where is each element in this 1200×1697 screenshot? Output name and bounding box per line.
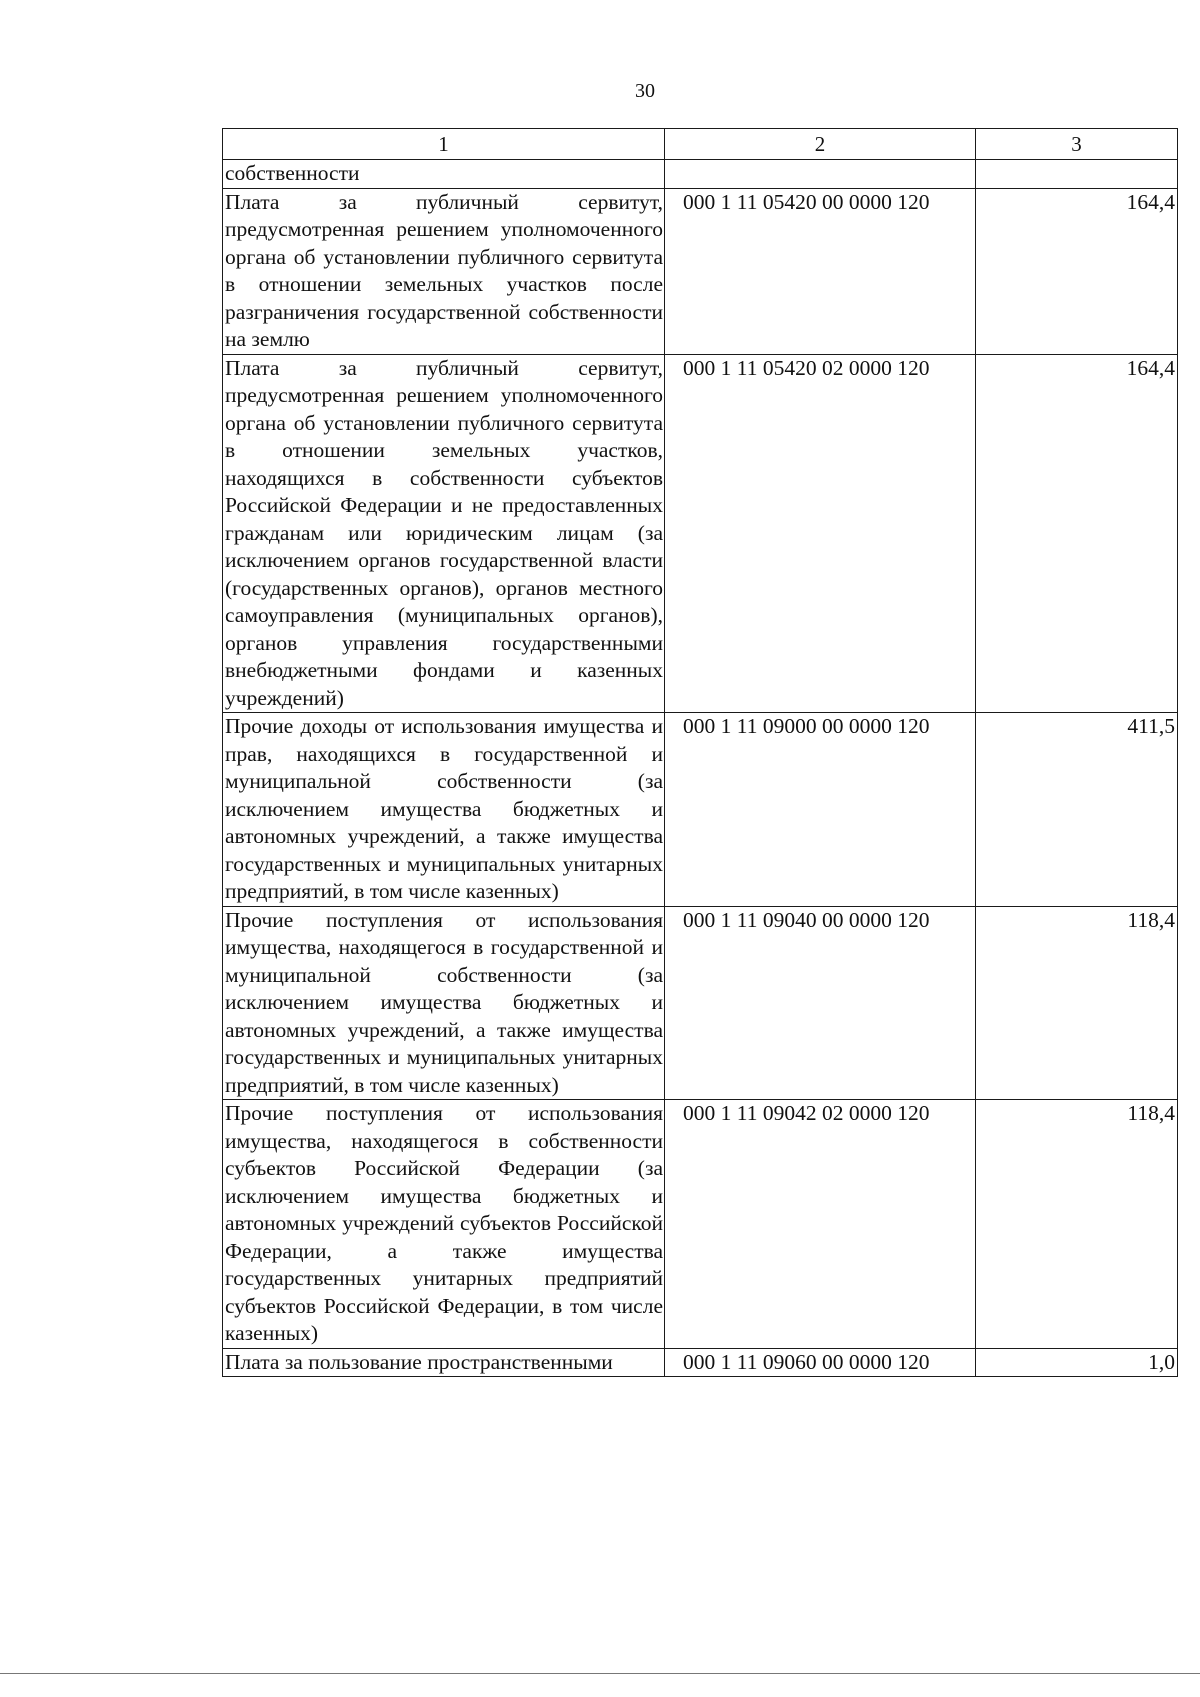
page-number: 30: [635, 80, 655, 102]
row-code: 000 1 11 09000 00 0000 120: [665, 713, 976, 907]
row-code: 000 1 11 05420 00 0000 120: [665, 188, 976, 354]
table-row: [223, 906, 1178, 1100]
row-sum: 1,0: [976, 1348, 1178, 1377]
row-name: Плата за пользование пространственными: [223, 1348, 665, 1377]
row-sum: [976, 160, 1178, 189]
table-row: [223, 160, 1178, 189]
row-code: 000 1 11 09042 02 0000 120: [665, 1100, 976, 1349]
row-name: Прочие поступления от использования имущества, находящегося в государственной и муниципальной собственности (за исключением имущества бюджетных и автономных учреждений, а также имущества государственных и муниципальных унитарных предприятий, в том числе казенных): [223, 906, 665, 1100]
row-code: 000 1 11 09040 00 0000 120: [665, 906, 976, 1100]
row-name: Прочие поступления от использования имущества, находящегося в собственности субъектов Российской Федерации (за исключением имущества бюджетных и автономных учреждений субъектов Российской Федерации, а также имущества государственных унитарных предприятий субъектов Российской Федерации, в том числе казенных): [223, 1100, 665, 1349]
header-col-2: 2: [665, 129, 976, 160]
table-row: [223, 713, 1178, 907]
row-code: 000 1 11 05420 02 0000 120: [665, 354, 976, 713]
table-row: [223, 1348, 1178, 1377]
row-sum: 411,5: [976, 713, 1178, 907]
header-col-3: 3: [976, 129, 1178, 160]
row-sum: 118,4: [976, 1100, 1178, 1349]
row-code: 000 1 11 09060 00 0000 120: [665, 1348, 976, 1377]
table-header-row: [223, 129, 1178, 160]
row-name: Плата за публичный сервитут, предусмотренная решением уполномоченного органа об установлении публичного сервитута в отношении земельных участков, находящихся в собственности субъектов Российской Федерации и не предоставленных гражданам или юридическим лицам (за исключением органов государственной власти (государственных органов), органов местного самоуправления (муниципальных органов), органов управления государственными внебюджетными фондами и казенных учреждений): [223, 354, 665, 713]
scan-edge-line: [0, 1673, 1200, 1674]
table-row: [223, 188, 1178, 354]
row-sum: 164,4: [976, 188, 1178, 354]
row-sum: 164,4: [976, 354, 1178, 713]
row-name: собственности: [223, 160, 665, 189]
table-row: [223, 1100, 1178, 1349]
header-col-1: 1: [223, 129, 665, 160]
revenue-table: [222, 128, 1178, 1377]
row-name: Прочие доходы от использования имущества и прав, находящихся в государственной и муниципальной собственности (за исключением имущества бюджетных и автономных учреждений, а также имущества государственных и муниципальных унитарных предприятий, в том числе казенных): [223, 713, 665, 907]
row-sum: 118,4: [976, 906, 1178, 1100]
row-code: [665, 160, 976, 189]
table-row: [223, 354, 1178, 713]
row-name: Плата за публичный сервитут, предусмотренная решением уполномоченного органа об установлении публичного сервитута в отношении земельных участков после разграничения государственной собственности на землю: [223, 188, 665, 354]
